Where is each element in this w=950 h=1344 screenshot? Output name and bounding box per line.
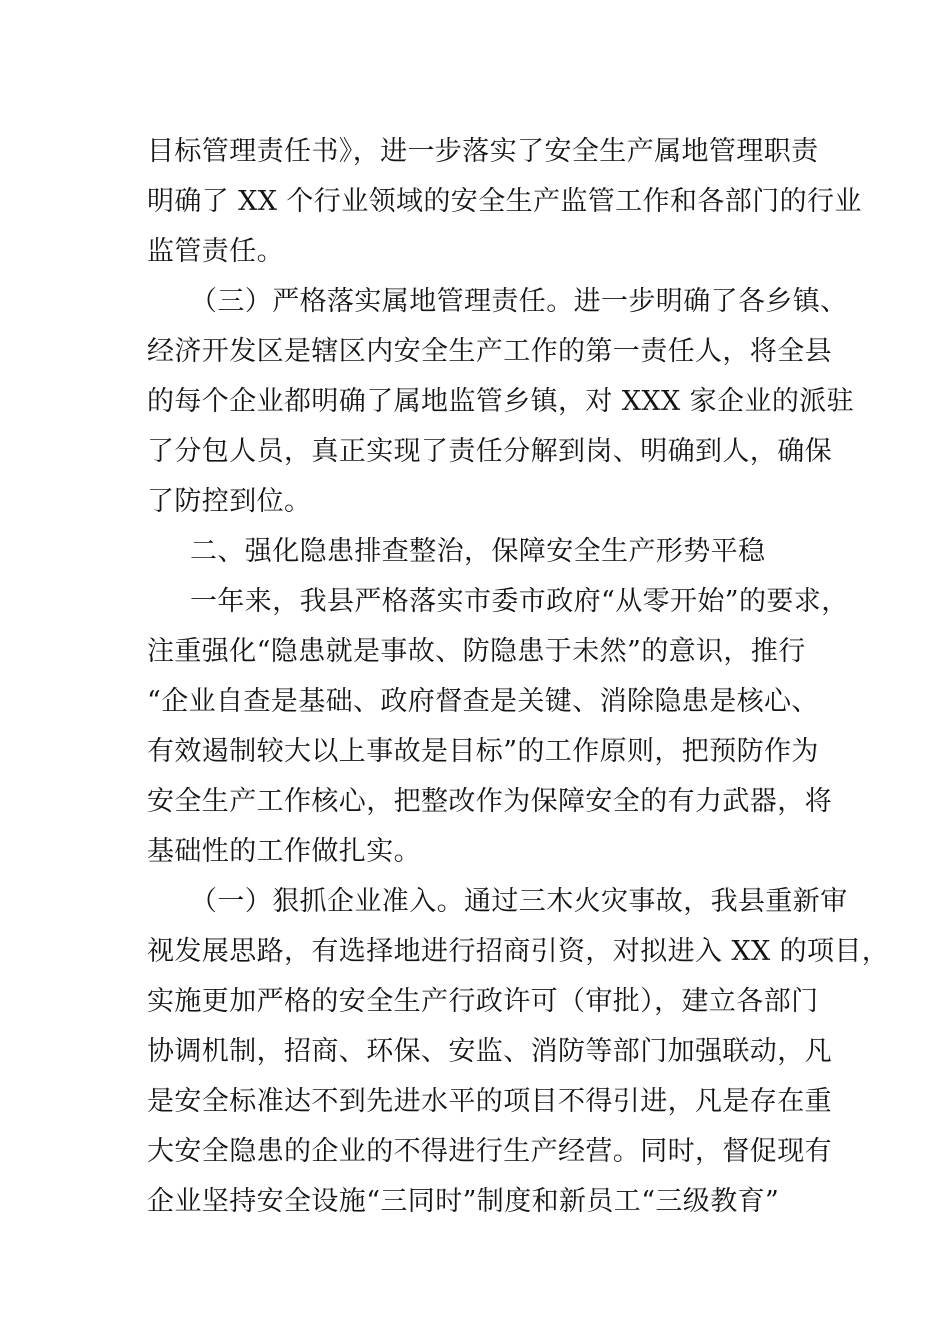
text-line: 有效遏制较大以上事故是目标”的工作原则，把预防作为	[147, 736, 819, 767]
text-line: 注重强化“隐患就是事故、防隐患于未然”的意识，推行	[147, 636, 806, 667]
text-line: 监管责任。	[147, 236, 284, 267]
text-line: 目标管理责任书》，进一步落实了安全生产属地管理职责	[147, 136, 819, 167]
text-line: 了分包人员，真正实现了责任分解到岗、明确到人，确保	[147, 436, 832, 467]
subsection-heading: （三）严格落实属地管理责任。进一步明确了各乡镇、	[190, 286, 848, 317]
text-line: 协调机制，招商、环保、安监、消防等部门加强联动，凡	[147, 1036, 832, 1067]
text-line: 一年来，我县严格落实市委市政府“从零开始”的要求，	[190, 586, 849, 617]
text-line: 的每个企业都明确了属地监管乡镇，对 XXX 家企业的派驻	[147, 386, 855, 417]
text-line: 明确了 XX 个行业领域的安全生产监管工作和各部门的行业	[147, 186, 862, 217]
text-line: 安全生产工作核心，把整改作为保障安全的有力武器，将	[147, 786, 832, 817]
text-line: 了防控到位。	[147, 486, 312, 517]
text-line: 视发展思路，有选择地进行招商引资，对拟进入 XX 的项目，	[147, 936, 890, 967]
subsection-heading: （一）狠抓企业准入。通过三木火灾事故，我县重新审	[190, 886, 848, 917]
text-line: 实施更加严格的安全生产行政许可（审批），建立各部门	[147, 986, 819, 1017]
section-heading: 二、强化隐患排查整治，保障安全生产形势平稳	[190, 536, 766, 567]
text-line: “企业自查是基础、政府督查是关键、消除隐患是核心、	[147, 686, 819, 717]
text-line: 大安全隐患的企业的不得进行生产经营。同时，督促现有	[147, 1136, 832, 1167]
text-line: 企业坚持安全设施“三同时”制度和新员工“三级教育”	[147, 1186, 780, 1217]
text-line: 经济开发区是辖区内安全生产工作的第一责任人，将全县	[147, 336, 832, 367]
text-line: 基础性的工作做扎实。	[147, 836, 421, 867]
text-line: 是安全标准达不到先进水平的项目不得引进，凡是存在重	[147, 1086, 832, 1117]
